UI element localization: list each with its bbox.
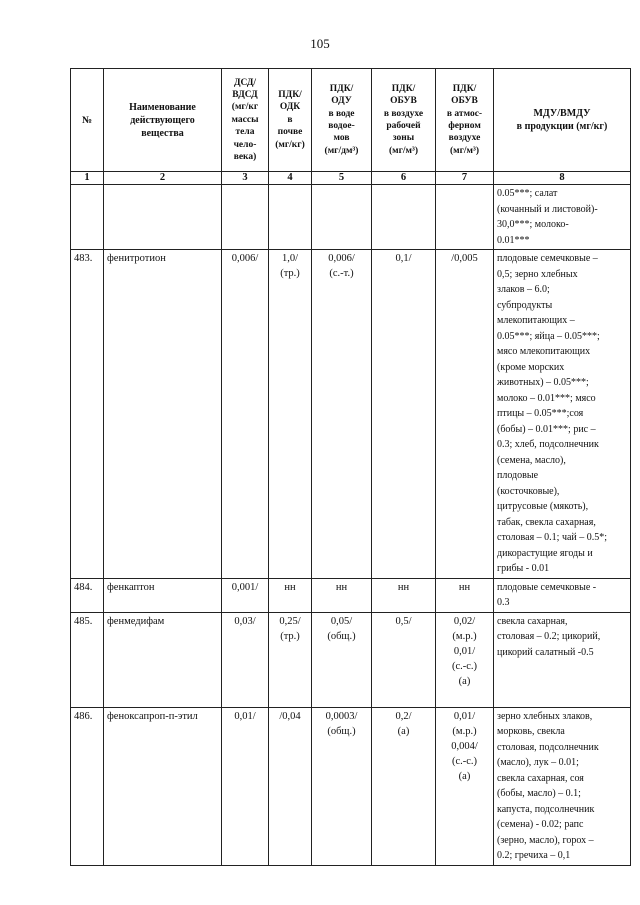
text-line: 0.2; гречиха – 0,1 [497, 850, 571, 861]
text-line: века) [233, 151, 257, 162]
column-number: 5 [312, 172, 372, 185]
text-line: действующего [130, 114, 195, 126]
soil-value [269, 250, 312, 579]
text-line: (бобы) – 0.01***; рис – [497, 423, 596, 435]
substance-name: фенмедифам [104, 612, 222, 707]
atmo-value [436, 250, 494, 579]
text-line: 0.3 [497, 597, 510, 608]
dsd-value [222, 185, 269, 250]
text-line: свекла сахарная, соя [497, 772, 584, 784]
text-line: 1,0/ [281, 253, 299, 264]
workzone-value [372, 185, 436, 250]
workzone-value [372, 250, 436, 579]
text-line: ферном [448, 121, 481, 131]
text-line: (а) [458, 771, 471, 783]
text-line: массы [231, 114, 259, 125]
text-line: 0,2/ [395, 710, 412, 722]
page-number: 105 [310, 36, 330, 51]
text-line: 0,01/ [234, 710, 256, 722]
substance-name [104, 185, 222, 250]
text-line: 0,02/ [453, 615, 476, 627]
text-line: в воздухе [383, 108, 424, 119]
text-line: Наименование [129, 101, 196, 113]
text-line: (тр.) [280, 630, 300, 642]
text-line: чело- [233, 139, 257, 150]
text-line: (общ.) [327, 725, 356, 737]
text-line: ОДУ [331, 96, 352, 107]
row-number [71, 185, 104, 250]
water-value [312, 612, 372, 707]
table-row [71, 707, 631, 865]
text-line: (с.-т.) [329, 268, 354, 280]
atmo-value [436, 612, 494, 707]
text-line: 0,1/ [395, 253, 412, 264]
soil-value [269, 578, 312, 612]
text-line: водое- [328, 121, 355, 131]
text-line: нн [458, 581, 471, 593]
table-row [71, 612, 631, 707]
soil-value [269, 185, 312, 250]
text-line: морковь, свекла [497, 726, 565, 737]
text-line: субпродукты [497, 299, 553, 311]
text-line: 0,01/ [453, 645, 476, 657]
header-workzone-air [372, 69, 436, 172]
text-line: (мг/кг) [275, 139, 305, 150]
dsd-value [222, 707, 269, 865]
text-line: ОБУВ [451, 96, 478, 107]
text-line: злаков – 6.0; [497, 284, 550, 295]
text-line: воздухе [448, 133, 481, 144]
text-line: в продукции (мг/кг) [516, 121, 608, 132]
regulations-table [70, 68, 631, 866]
text-line: столовая, подсолнечник [497, 741, 599, 753]
soil-value [269, 707, 312, 865]
text-line: ВДСД [232, 90, 258, 101]
text-line: (а) [458, 676, 471, 688]
text-line: цикорий салатный -0.5 [497, 646, 594, 658]
text-line: (семена) - 0.02; рапс [497, 819, 584, 830]
header-dsd [222, 69, 269, 172]
text-line: 0,5; зерно хлебных [497, 268, 578, 280]
column-number: 4 [269, 172, 312, 185]
text-line: молоко – 0.01***; мясо [497, 392, 596, 404]
text-line: /0,005 [451, 253, 478, 264]
water-value [312, 185, 372, 250]
text-line: нн [284, 581, 296, 593]
text-line: (косточковые), [497, 485, 560, 497]
text-line: № [81, 114, 93, 126]
text-line: 0.01*** [497, 234, 530, 246]
text-line: (зерно, масло), горох – [497, 834, 594, 846]
water-value [312, 578, 372, 612]
text-line: ПДК/ [391, 83, 416, 94]
mdu-value [494, 578, 631, 612]
text-line: птицы – 0.05***;соя [497, 408, 584, 419]
text-line: ОДК [279, 102, 301, 113]
text-line: (бобы, масло) – 0.1; [497, 788, 581, 799]
text-line: мов [333, 133, 350, 144]
column-number-row [71, 172, 631, 185]
header-atmospheric-air [436, 69, 494, 172]
table-row [71, 578, 631, 612]
header-soil [269, 69, 312, 172]
text-line: 0,03/ [234, 615, 256, 627]
header-water [312, 69, 372, 172]
text-line: (мг/кг [231, 102, 259, 113]
substance-name: фенитротион [104, 250, 222, 579]
text-line: (с.-с.) [451, 661, 478, 673]
text-line: (тр.) [280, 268, 300, 280]
text-line: плодовые семечковые – [497, 253, 598, 264]
column-number: 1 [71, 172, 104, 185]
column-number: 7 [436, 172, 494, 185]
text-line: 0.05***; салат [497, 188, 558, 199]
text-line: ОБУВ [390, 96, 417, 107]
text-line: грибы - 0.01 [497, 563, 550, 574]
text-line: животных) – 0.05***; [497, 377, 589, 388]
text-line: 0,006/ [231, 253, 259, 264]
atmo-value [436, 185, 494, 250]
text-line: 0.05***; яйца – 0.05***; [497, 330, 600, 342]
text-line: ДСД/ [233, 77, 257, 88]
column-number: 2 [104, 172, 222, 185]
text-line: дикорастущие ягоды и [497, 547, 593, 559]
text-line: 0,001/ [231, 581, 259, 593]
text-line: 0,01/ [453, 710, 476, 722]
header-substance-name [104, 69, 222, 172]
table-row [71, 250, 631, 579]
text-line: в атмос- [446, 108, 483, 119]
text-line: рабочей [386, 121, 421, 131]
text-line: нн [335, 581, 348, 593]
dsd-value [222, 612, 269, 707]
column-number: 6 [372, 172, 436, 185]
text-line: 0,05/ [330, 615, 353, 627]
table-row [71, 185, 631, 250]
text-line: (а) [397, 725, 410, 737]
workzone-value [372, 612, 436, 707]
text-line: /0,04 [279, 710, 301, 722]
water-value [312, 250, 372, 579]
column-number: 8 [494, 172, 631, 185]
atmo-value [436, 578, 494, 612]
text-line: табак, свекла сахарная, [497, 516, 596, 528]
text-line: ПДК/ [452, 83, 477, 94]
text-line: (общ.) [327, 630, 356, 642]
text-line: (семена, масло), [497, 454, 566, 466]
row-number: 486. [71, 707, 104, 865]
mdu-value [494, 185, 631, 250]
text-line: вещества [141, 127, 184, 139]
workzone-value [372, 578, 436, 612]
dsd-value [222, 250, 269, 579]
substance-name: фенкаптон [104, 578, 222, 612]
text-line: зерно хлебных злаков, [497, 710, 593, 722]
column-number: 3 [222, 172, 269, 185]
header-mdu [494, 69, 631, 172]
water-value [312, 707, 372, 865]
text-line: столовая – 0.1; чай – 0.5*; [497, 532, 608, 543]
text-line: цитрусовые (мякоть), [497, 501, 589, 512]
text-line: 0,5/ [395, 615, 412, 627]
row-number: 484. [71, 578, 104, 612]
text-line: (мг/дм³) [324, 145, 359, 156]
substance-name: феноксапроп-п-этил [104, 707, 222, 865]
text-line: млекопитающих – [497, 315, 575, 326]
text-line: свекла сахарная, [497, 615, 568, 627]
text-line: 0,25/ [279, 615, 301, 627]
text-line: мясо млекопитающих [497, 346, 591, 357]
text-line: (мг/м³) [388, 145, 419, 156]
text-line: 0,004/ [451, 740, 478, 752]
text-line: в [287, 114, 293, 125]
text-line: почве [277, 127, 303, 138]
text-line: (масло), лук – 0.01; [497, 757, 579, 768]
soil-value [269, 612, 312, 707]
dsd-value [222, 578, 269, 612]
row-number: 483. [71, 250, 104, 579]
text-line: (мг/м³) [449, 145, 480, 156]
header-num [71, 69, 104, 172]
text-line: зоны [392, 133, 415, 144]
text-line: (с.-с.) [451, 756, 478, 768]
text-line: столовая – 0.2; цикорий, [497, 631, 601, 642]
mdu-value [494, 250, 631, 579]
mdu-value [494, 707, 631, 865]
text-line: МДУ/ВМДУ [533, 108, 591, 119]
text-line: плодовые семечковые - [497, 581, 597, 593]
header-row [71, 69, 631, 172]
text-line: капуста, подсолнечник [497, 803, 595, 815]
text-line: 0,006/ [328, 253, 355, 264]
text-line: нн [397, 581, 410, 593]
text-line: (м.р.) [452, 725, 477, 737]
text-line: (м.р.) [452, 630, 477, 642]
text-line: 30,0***; молоко- [497, 219, 569, 230]
workzone-value [372, 707, 436, 865]
text-line: (кроме морских [497, 361, 565, 373]
text-line: (кочанный и листовой)- [497, 203, 598, 215]
text-line: 0,0003/ [325, 710, 358, 722]
text-line: в воде [328, 108, 355, 119]
text-line: 0.3; хлеб, подсолнечник [497, 439, 599, 450]
text-line: ПДК/ [278, 90, 302, 101]
text-line: тела [235, 127, 255, 138]
text-line: ПДК/ [329, 83, 354, 94]
row-number: 485. [71, 612, 104, 707]
atmo-value [436, 707, 494, 865]
mdu-value [494, 612, 631, 707]
text-line: плодовые [497, 470, 539, 481]
